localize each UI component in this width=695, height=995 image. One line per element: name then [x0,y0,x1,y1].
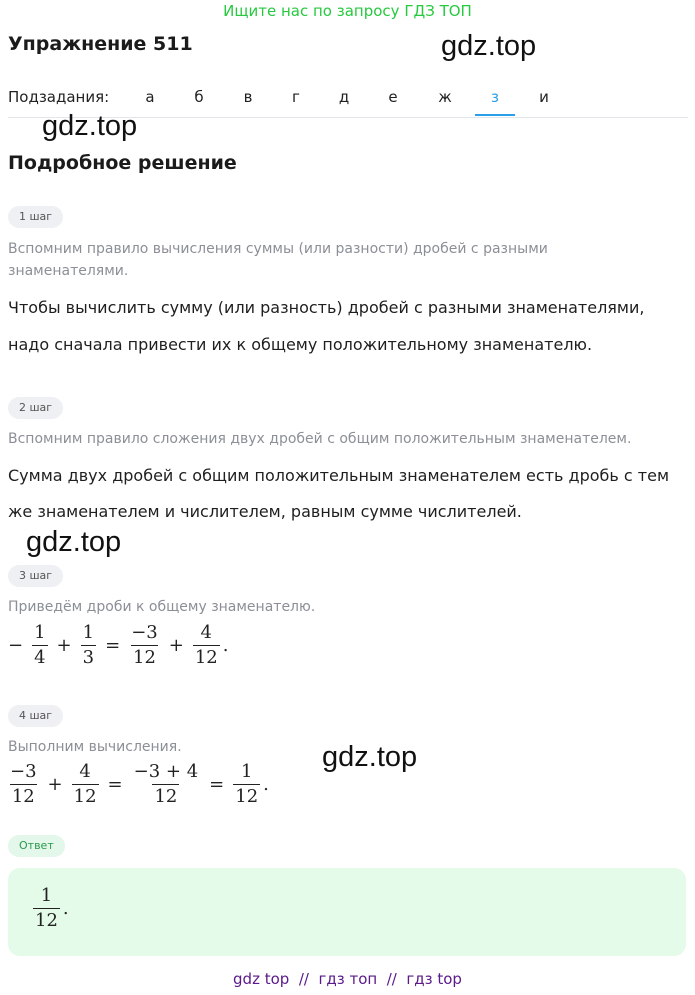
period: . [222,635,229,656]
answer-badge: Ответ [8,835,65,857]
step-text-line: надо сначала привести их к общему положительному знаменателю. [8,335,593,354]
step-hint: Приведём дроби к общему знаменателю. [8,599,316,615]
equals-sign: = [105,635,121,656]
subtask-tab-i[interactable]: и [539,88,549,106]
fraction: $\frac{1}{12}$ [35,885,58,931]
step-hint: Вспомним правило вычисления суммы (или разности) дробей с разными знаменателями. [8,241,548,279]
math-expression [8,762,269,807]
watermark: gdz.top [322,741,418,773]
step-text-line: же знаменателем и числителем, равным сумме числителей. [8,502,522,521]
subtask-tab-a[interactable]: а [145,88,155,106]
subtask-tab-d[interactable]: д [338,88,350,106]
fraction: $\frac{1}{4}$ [34,622,46,668]
watermark: gdz.top [26,526,122,558]
subtask-tab-b[interactable]: б [194,88,204,106]
plus-sign: + [56,635,72,656]
step-badge: 1 шаг [8,206,63,228]
subtask-tab-zh[interactable]: ж [438,88,452,106]
equals-sign: = [209,774,225,795]
step-text-line: Чтобы вычислить сумму (или разность) дробей с разными знаменателями, [8,298,645,317]
period: . [263,774,269,795]
footer-links[interactable]: gdz top // гдз топ // гдз top [233,970,462,988]
page-title: Упражнение 511 [8,33,193,55]
fraction: $\frac{4}{12}$ [73,761,97,807]
subtask-tab-v[interactable]: в [243,88,253,106]
watermark: gdz.top [42,110,138,142]
plus-sign: + [47,774,63,795]
subtask-tab-z[interactable]: з [475,88,515,106]
equals-sign: = [107,774,123,795]
math-expression [8,623,228,668]
period: . [62,898,69,919]
fraction: $\frac{1}{12}$ [235,761,259,807]
minus-sign: − [8,635,24,656]
search-banner[interactable]: Ищите нас по запросу ГДЗ ТОП [223,2,472,20]
step-text-line: Сумма двух дробей с общим положительным знаменателем есть дробь с тем [8,466,670,485]
plus-sign: + [168,635,184,656]
step-hint: Вспомним правило сложения двух дробей с общим положительным знаменателем. [8,431,632,447]
fraction: $\frac{1}{3}$ [82,622,95,668]
watermark: gdz.top [441,30,537,62]
step-badge: 2 шаг [8,397,63,419]
answer-expression [33,886,69,931]
subtask-tab-g[interactable]: г [292,88,300,106]
fraction: $\frac{-3}{12}$ [131,622,158,668]
subtasks-label: Подзадания: [8,88,110,106]
step-badge: 3 шаг [8,565,63,587]
fraction: $\frac{-3 + 4}{12}$ [133,761,199,807]
answer-box [8,868,686,956]
step-hint: Выполним вычисления. [8,739,182,755]
solution-heading: Подробное решение [8,152,237,174]
fraction: $\frac{4}{12}$ [194,622,218,668]
subtask-tab-e[interactable]: е [388,88,398,106]
fraction: $\frac{-3}{12}$ [10,761,37,807]
step-badge: 4 шаг [8,705,63,727]
